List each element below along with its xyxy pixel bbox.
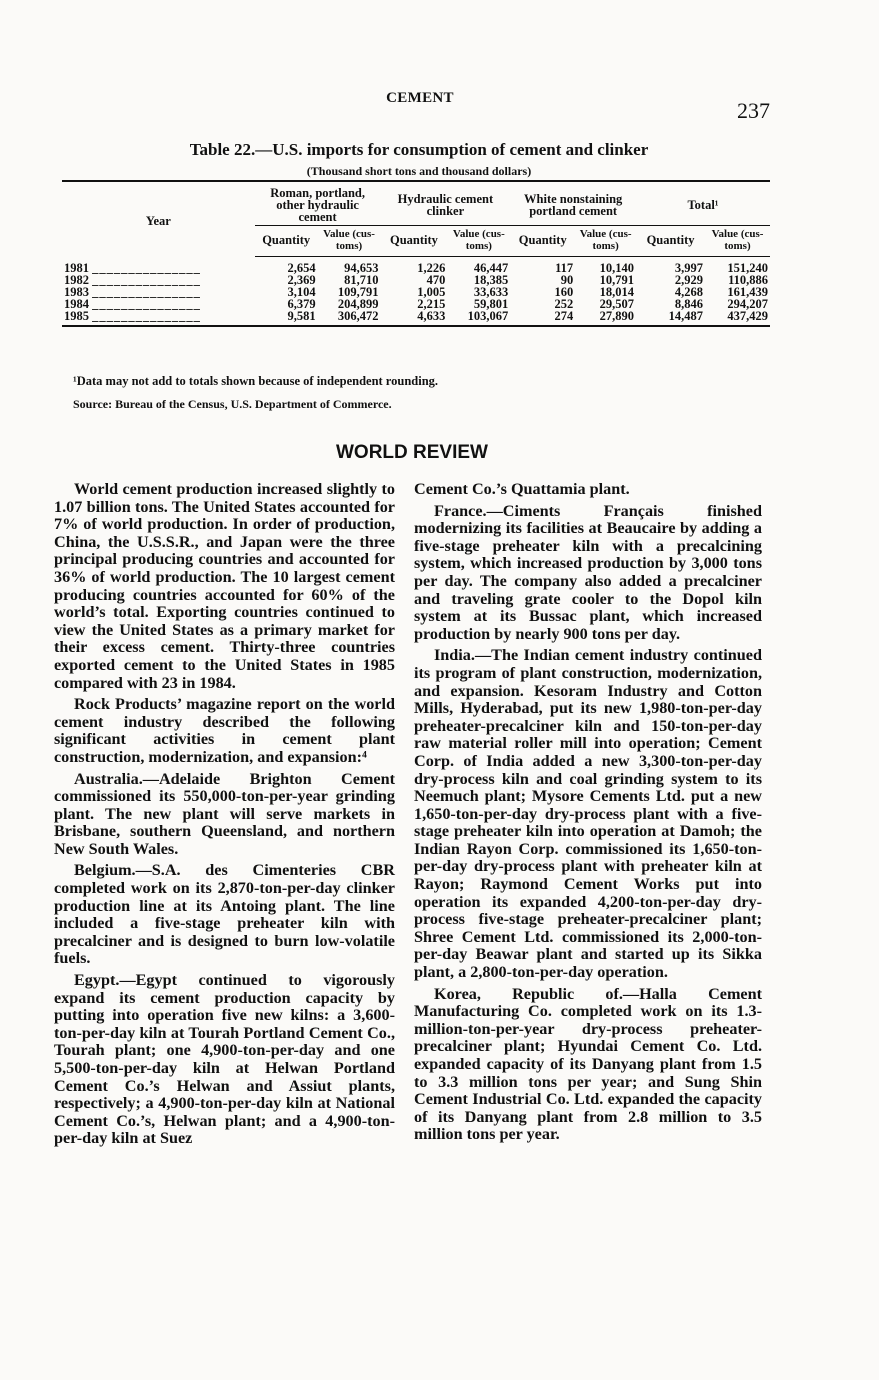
- table-source: Source: Bureau of the Census, U.S. Department of Commerce.: [73, 397, 392, 411]
- value-header: Value (cus- toms): [447, 226, 510, 257]
- table-cell: 160: [554, 285, 574, 299]
- table-cell: 18,014: [599, 285, 635, 299]
- year-cell: 1983 _______________: [64, 286, 201, 298]
- table-cell: 94,653: [344, 261, 379, 275]
- table-row: [62, 274, 770, 286]
- table-row: [62, 257, 770, 275]
- paragraph-india: India.—The Indian cement industry continued its program of plant construction, modernization, and expansion. Kesoram Industry and Cotton Mills, Hyderabad, put its new 1,980-ton-per-day preheater-precalciner kiln and 150-ton-per-day raw material roller mill into operation; Cement Corp. of India added a new 3,300-ton-per-day dry-process kiln and coal grinding system to its Neemuch plant; Mysore Cements Ltd. put a new 1,650-ton-per-day dry-process plant with a five-stage preheater kiln into operation at Damoh; the Indian Rayon Corp. commissioned its 1,650-ton-per-day dry-process plant with preheater kiln at Rayon; Raymond Cement Works put into operation its expanded 4,200-ton-per-day dry-process five-stage preheater-precalciner plant; Shree Cement Ltd. commissioned its 2,000-ton-per-day Beawar plant and started up its Sikka plant, a 2,800-ton-per-day operation.: [414, 646, 762, 982]
- subheading: Korea, Republic of.: [434, 984, 623, 1003]
- table-title: Table 22.—U.S. imports for consumption of cement and clinker: [189, 140, 649, 159]
- subheading: Belgium.: [74, 861, 136, 880]
- table-cell: 2,929: [674, 273, 704, 287]
- paragraph-france: France.—Ciments Français finished modernizing its facilities at Beaucaire by adding a five-stage preheater kiln with a precalcining system, which increased production by 3,000 tons per day. The company also added a precalciner and traveling grate cooler to the Dopol kiln system at its Bussac plant, which increased production by nearly 900 tons per day.: [414, 501, 762, 643]
- value-header: Value (cus- toms): [575, 226, 636, 257]
- table-cell: 204,899: [337, 297, 379, 311]
- table-cell: 59,801: [473, 297, 509, 311]
- value-header: Value (cus- toms): [705, 226, 770, 257]
- table-cell: 33,633: [473, 285, 509, 299]
- table-cell: 110,886: [728, 273, 768, 287]
- subheading: Egypt.: [74, 971, 120, 990]
- paragraph-belgium: Belgium.—S.A. des Cimenteries CBR completed work on its 2,870-ton-per-day clinker production line at its Antoing plant. The line included a five-stage preheater kiln with precalciner and is designed to burn low-volatile fuels.: [54, 861, 395, 968]
- subheading: India.: [434, 646, 475, 665]
- group-header-clinker: Hydraulic cement clinker: [380, 181, 510, 226]
- table-cell: 18,385: [473, 273, 509, 287]
- running-head: CEMENT: [386, 90, 454, 106]
- paragraph: Rock Products’ magazine report on the world cement industry described the following significant activities in cement plant construction, modernization, and expansion:⁴: [54, 695, 395, 766]
- table-cell: 2,215: [417, 297, 446, 311]
- quantity-header: Quantity: [255, 226, 318, 257]
- table-cell: 306,472: [318, 310, 381, 326]
- table-row: [62, 298, 770, 310]
- table-cell: 9,581: [255, 310, 318, 326]
- table-cell: 46,447: [473, 261, 509, 275]
- page-number: 237: [737, 98, 770, 123]
- year-header: Year: [62, 181, 255, 257]
- table-cell: 151,240: [727, 261, 768, 275]
- paragraph-korea: Korea, Republic of.—Halla Cement Manufacturing Co. completed work on its 1.3-million-ton-per-year dry-process preheater-precalciner plant; Hyundai Cement Co. Ltd. expanded capacity of its Danyang plant from 1.5 to 3.3 million tons per year; and Sung Shin Cement Industrial Co. Ltd. expanded the capacity of its Danyang plant from 2.8 million to 3.5 million tons per year.: [414, 984, 763, 1144]
- table-cell: 29,507: [599, 297, 635, 311]
- paragraph-australia: Australia.—Adelaide Brighton Cement commissioned its 550,000-ton-per-year grinding plant. The new plant will serve markets in Brisbane, southern Queensland, and northern New South Wales.: [54, 769, 395, 858]
- paragraph-continued: Cement Co.’s Quattamia plant.: [414, 480, 630, 498]
- paragraph: World cement production increased slightly to 1.07 billion tons. The United States accounted for 7% of world production. In order of production, China, the U.S.S.R., and Japan were the three principal producing countries and accounted for 36% of world production. The 10 largest cement producing countries accounted for 60% of the world’s total. Exporting countries continued to view the United States as a primary market for their excess cement. Thirty-three countries exported cement to the United States in 1985 compared with 23 in 1984.: [54, 480, 395, 692]
- paragraph-egypt: Egypt.—Egypt continued to vigorously expand its cement production capacity by putting into operation five new kilns: a 3,600-ton-per-day kiln at Tourah Portland Cement Co., Tourah plant; one 4,900-ton-per-day and one 5,500-ton-per-day kiln at Helwan Portland Cement Co.’s Helwan and Assiut plants, respectively; a 4,900-ton-per-day kiln at National Cement Co.’s, Helwan plant; and a 4,900-ton-per-day kiln at Suez: [54, 971, 395, 1148]
- year-cell: 1981 _______________: [64, 260, 201, 274]
- table-cell: 294,207: [727, 297, 768, 311]
- table-row: [62, 310, 770, 326]
- imports-table: [62, 180, 770, 327]
- right-column: [414, 481, 762, 1144]
- table-footnote: ¹Data may not add to totals shown because of independent rounding.: [73, 374, 439, 388]
- table-cell: 161,439: [727, 285, 768, 299]
- year-cell: 1984 _______________: [64, 298, 201, 310]
- table-cell: 103,067: [447, 310, 510, 326]
- quantity-header: Quantity: [636, 226, 705, 257]
- table-cell: 4,268: [674, 285, 704, 299]
- section-heading: WORLD REVIEW: [336, 442, 488, 463]
- table-cell: 14,487: [636, 310, 705, 326]
- table-cell: 2,369: [287, 273, 316, 287]
- left-column: [54, 481, 395, 1148]
- subheading: France.: [434, 501, 487, 520]
- table-cell: 2,654: [287, 261, 316, 275]
- table-row: [62, 286, 770, 298]
- year-cell: 1982 _______________: [64, 274, 201, 286]
- table-cell: 90: [560, 273, 574, 287]
- quantity-header: Quantity: [380, 226, 447, 257]
- table-cell: 8,846: [674, 297, 704, 311]
- group-header-white-portland: White nonstaining portland cement: [510, 181, 636, 226]
- value-header: Value (cus- toms): [318, 226, 381, 257]
- table-cell: 117: [555, 261, 574, 275]
- table-cell: 81,710: [344, 273, 379, 287]
- group-header-total: Total¹: [636, 181, 770, 226]
- table-cell: 437,429: [705, 310, 770, 326]
- table-cell: 10,140: [599, 261, 635, 275]
- table-cell: 4,633: [380, 310, 447, 326]
- table-cell: 10,791: [599, 273, 635, 287]
- table-cell: 252: [554, 297, 574, 311]
- table-cell: 3,104: [287, 285, 316, 299]
- table-cell: 109,791: [337, 285, 379, 299]
- subheading: Australia.: [74, 769, 143, 788]
- table-cell: 274: [510, 310, 575, 326]
- table-subtitle: (Thousand short tons and thousand dollars): [306, 164, 532, 178]
- table-cell: 1,226: [417, 261, 446, 275]
- group-header-roman-portland: Roman, portland, other hydraulic cement: [255, 181, 381, 226]
- quantity-header: Quantity: [510, 226, 575, 257]
- table-cell: 27,890: [575, 310, 636, 326]
- table-cell: 470: [426, 273, 446, 287]
- year-cell: 1985 _______________: [62, 310, 255, 326]
- table-cell: 3,997: [674, 261, 704, 275]
- table-cell: 1,005: [417, 285, 446, 299]
- table-cell: 6,379: [287, 297, 316, 311]
